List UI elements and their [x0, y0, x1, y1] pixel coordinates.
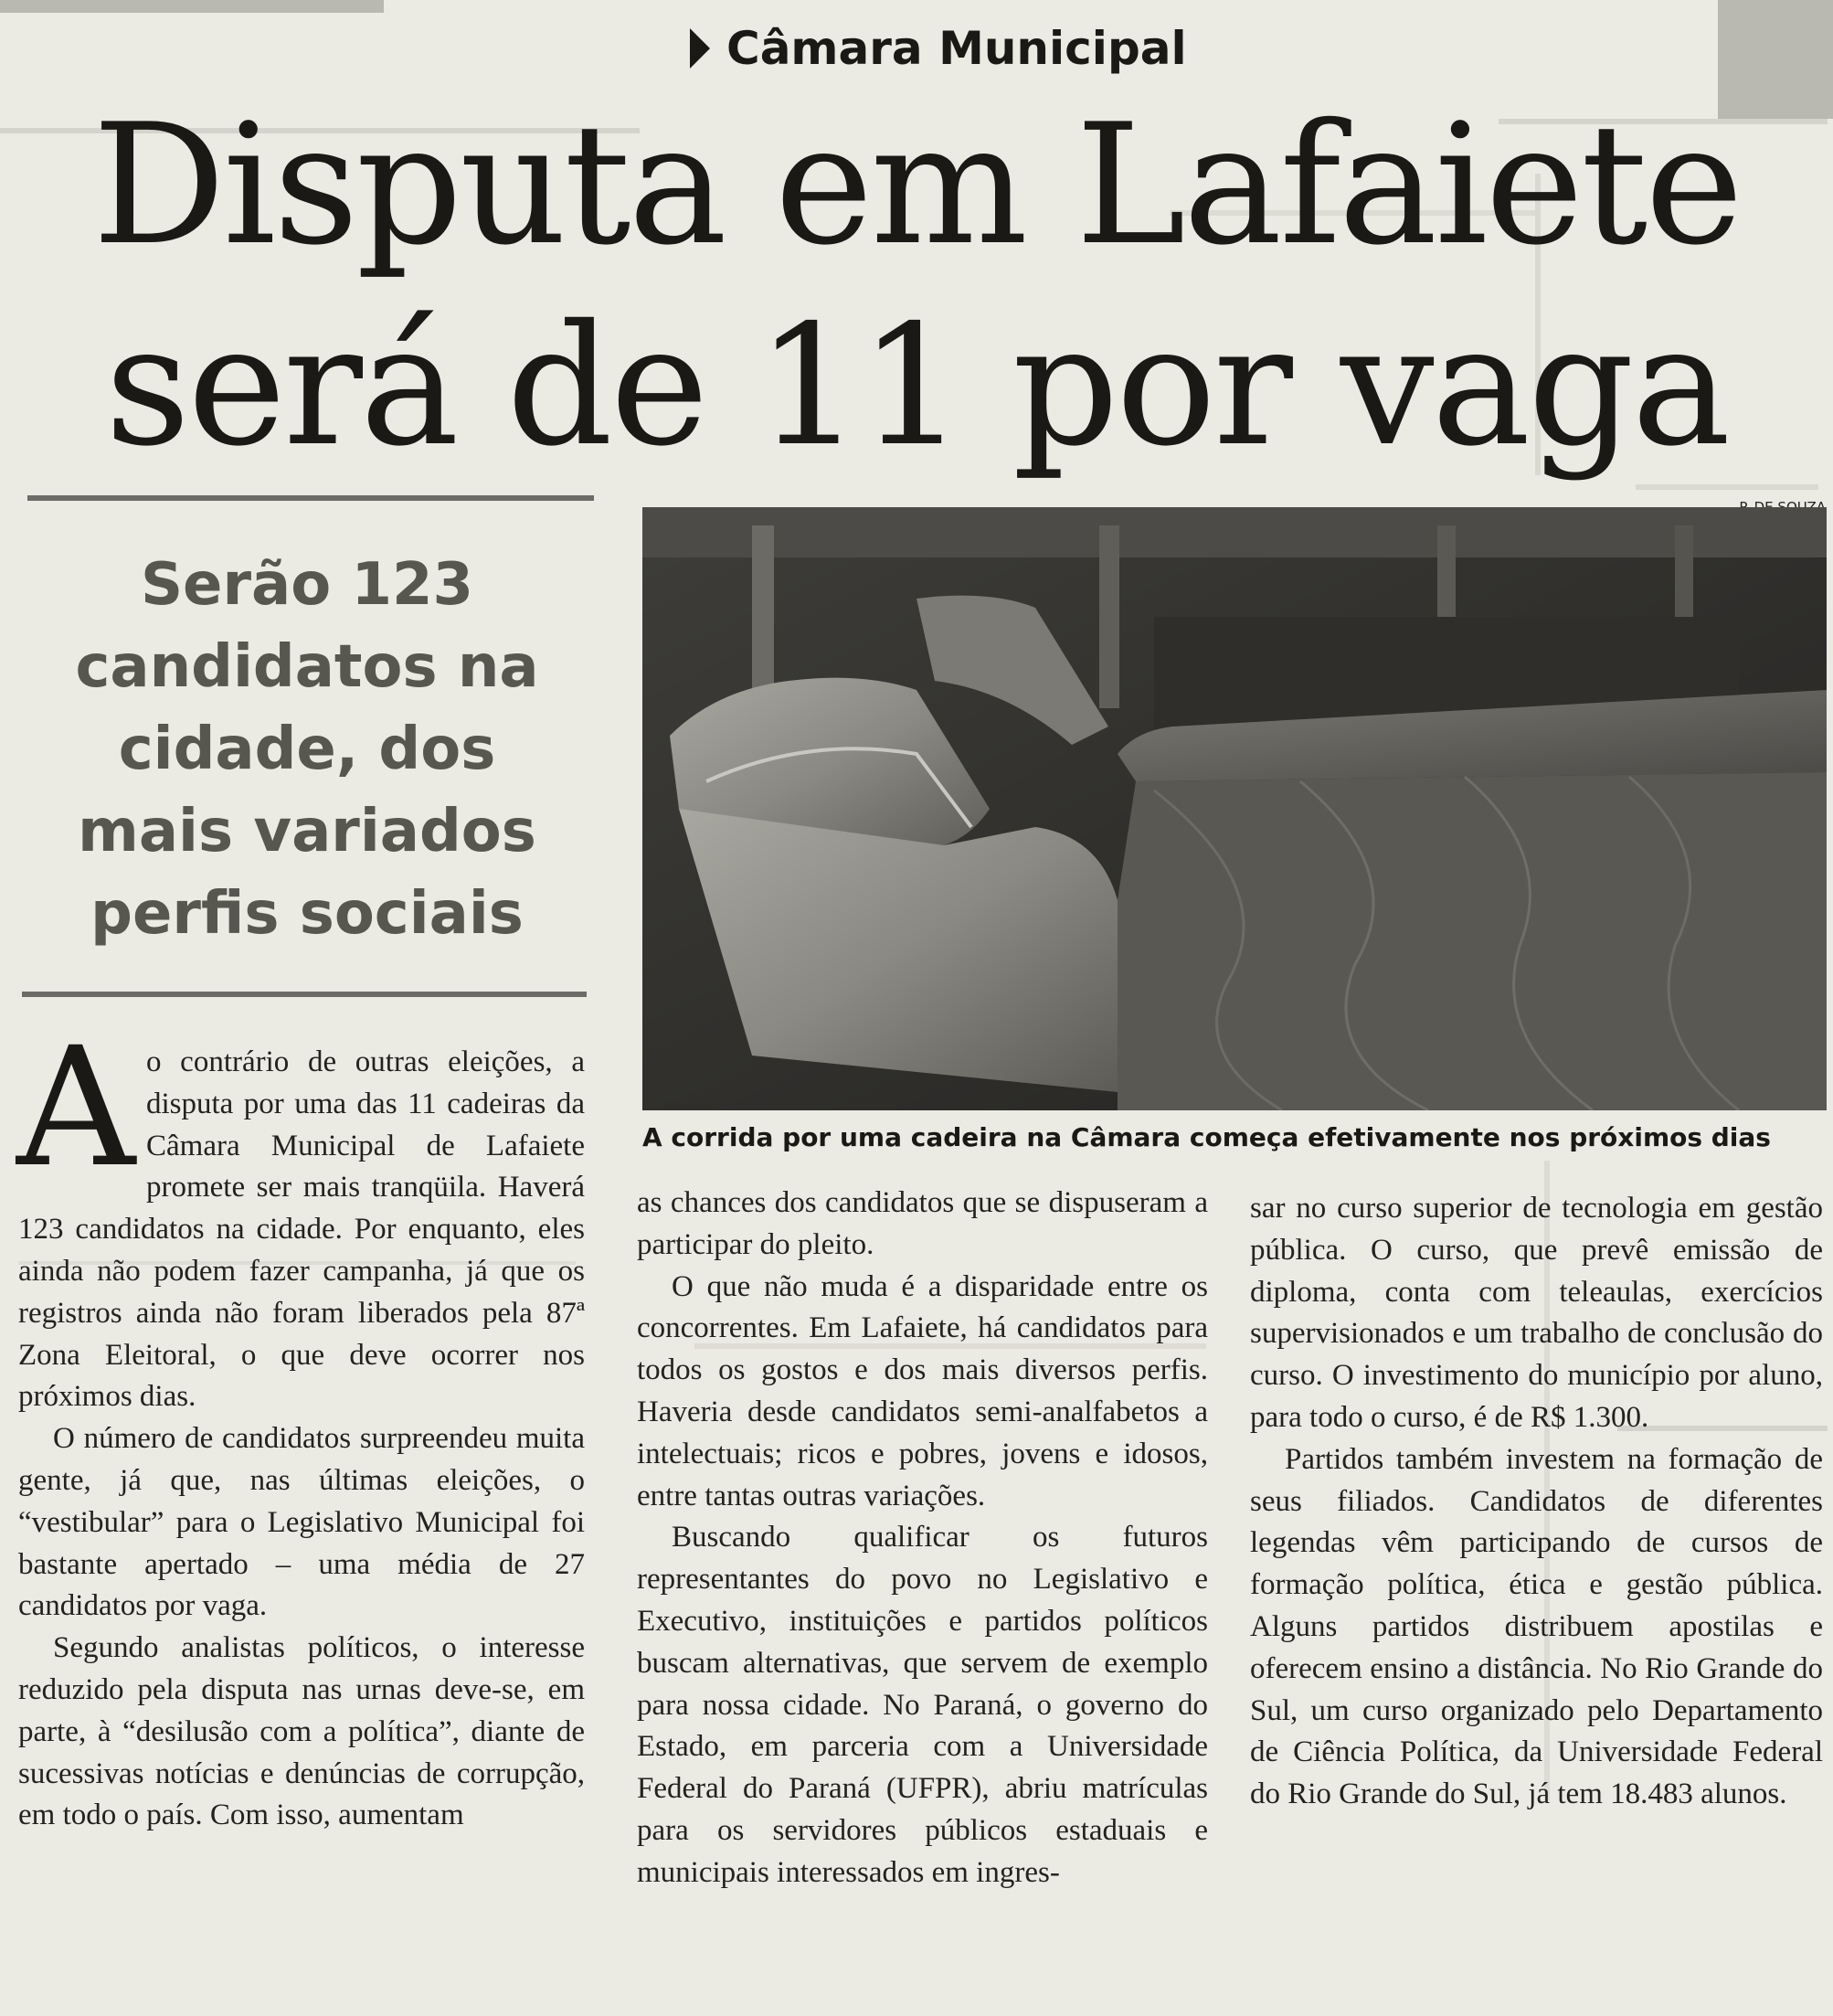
article-paragraph: Buscando qualificar os futuros representantes do povo no Legislativo e Executivo, instituições e partidos políticos buscam alternativas, que servem de exemplo para nossa cidade. No Paraná, o governo do Estado, em parceria com a Universidade Federal do Paraná (UFPR), abriu matrículas para os servidores públicos estaduais e municipais interessados em ingres-: [637, 1521, 1208, 1889]
article-column-1: [16, 1013, 585, 1837]
subhead-top-rule: [27, 495, 594, 501]
article-paragraph-text: o contrário de outras eleições, a disputa por uma das 11 cadeiras da Câmara Municipal de Lafaiete promete ser mais tranqüila. Haverá 123 candidatos na cidade. Por enquanto, eles ainda não podem fazer campanha, já que os registros ainda não foram liberados pela 87ª Zona Eleitoral, o que deve ocorrer nos próximos dias.: [18, 1045, 585, 1414]
headline-line-1: Disputa em Lafaiete: [92, 88, 1741, 281]
article-column-3: [1250, 1188, 1823, 1816]
subhead-line: Serão 123: [140, 551, 474, 619]
chamber-chairs-photo: [642, 507, 1827, 1110]
subhead: [27, 544, 587, 955]
drop-cap: A: [16, 1013, 135, 1204]
article-paragraph: O que não muda é a disparidade entre os concorrentes. Em Lafaiete, há candidatos para todos os gostos e dos mais diversos perfis. Haveria desde candidatos semi-analfabetos a intelectuais; ricos e pobres, jovens e idosos, entre tantas outras variações.: [637, 1269, 1208, 1512]
article-column-2: [637, 1183, 1208, 1894]
subhead-line: candidatos na: [75, 633, 539, 701]
headline-line-2: será de 11 por vaga: [104, 289, 1729, 483]
section-label: Câmara Municipal: [726, 22, 1187, 75]
subhead-bottom-rule: [22, 992, 587, 997]
article-paragraph: as chances dos candidatos que se dispuseram a participar do pleito.: [637, 1186, 1208, 1261]
article-paragraph: sar no curso superior de tecnologia em gestão pública. O curso, que prevê emissão de diploma, conta com teleaulas, exercícios supervisionados e um trabalho de conclusão do curso. O investimento do município por aluno, para todo o curso, é de R$ 1.300.: [1250, 1192, 1823, 1434]
article-paragraph: Partidos também investem na formação de seus filiados. Candidatos de diferentes legendas vêm participando de cursos de formação política, ética e gestão pública. Alguns partidos distribuem apostilas e oferecem ensino a distância. No Rio Grande do Sul, um curso organizado pelo Departamento de Ciência Política, da Universidade Federal do Rio Grande do Sul, já tem 18.483 alunos.: [1250, 1442, 1823, 1811]
subhead-line: cidade, dos: [118, 716, 496, 783]
article-paragraph: [16, 1013, 585, 1418]
headline: [0, 84, 1833, 486]
subhead-line: mais variados: [78, 798, 536, 865]
article-paragraph: O número de candidatos surpreendeu muita gente, já que, nas últimas eleições, o “vestibular” para o Legislativo Municipal foi bastante apertado – uma média de 27 candidatos por vaga.: [18, 1422, 585, 1623]
photo-caption: A corrida por uma cadeira na Câmara começa efetivamente nos próximos dias: [642, 1122, 1771, 1152]
subhead-line: perfis sociais: [90, 880, 524, 948]
section-arrow-icon: [690, 28, 710, 69]
section-tag: [690, 16, 1187, 80]
article-paragraph: Segundo analistas políticos, o interesse reduzido pela disputa nas urnas deve-se, em parte, à “desilusão com a política”, diante de sucessivas notícias e denúncias de corrupção, em todo o país. Com isso, aumentam: [18, 1631, 585, 1832]
